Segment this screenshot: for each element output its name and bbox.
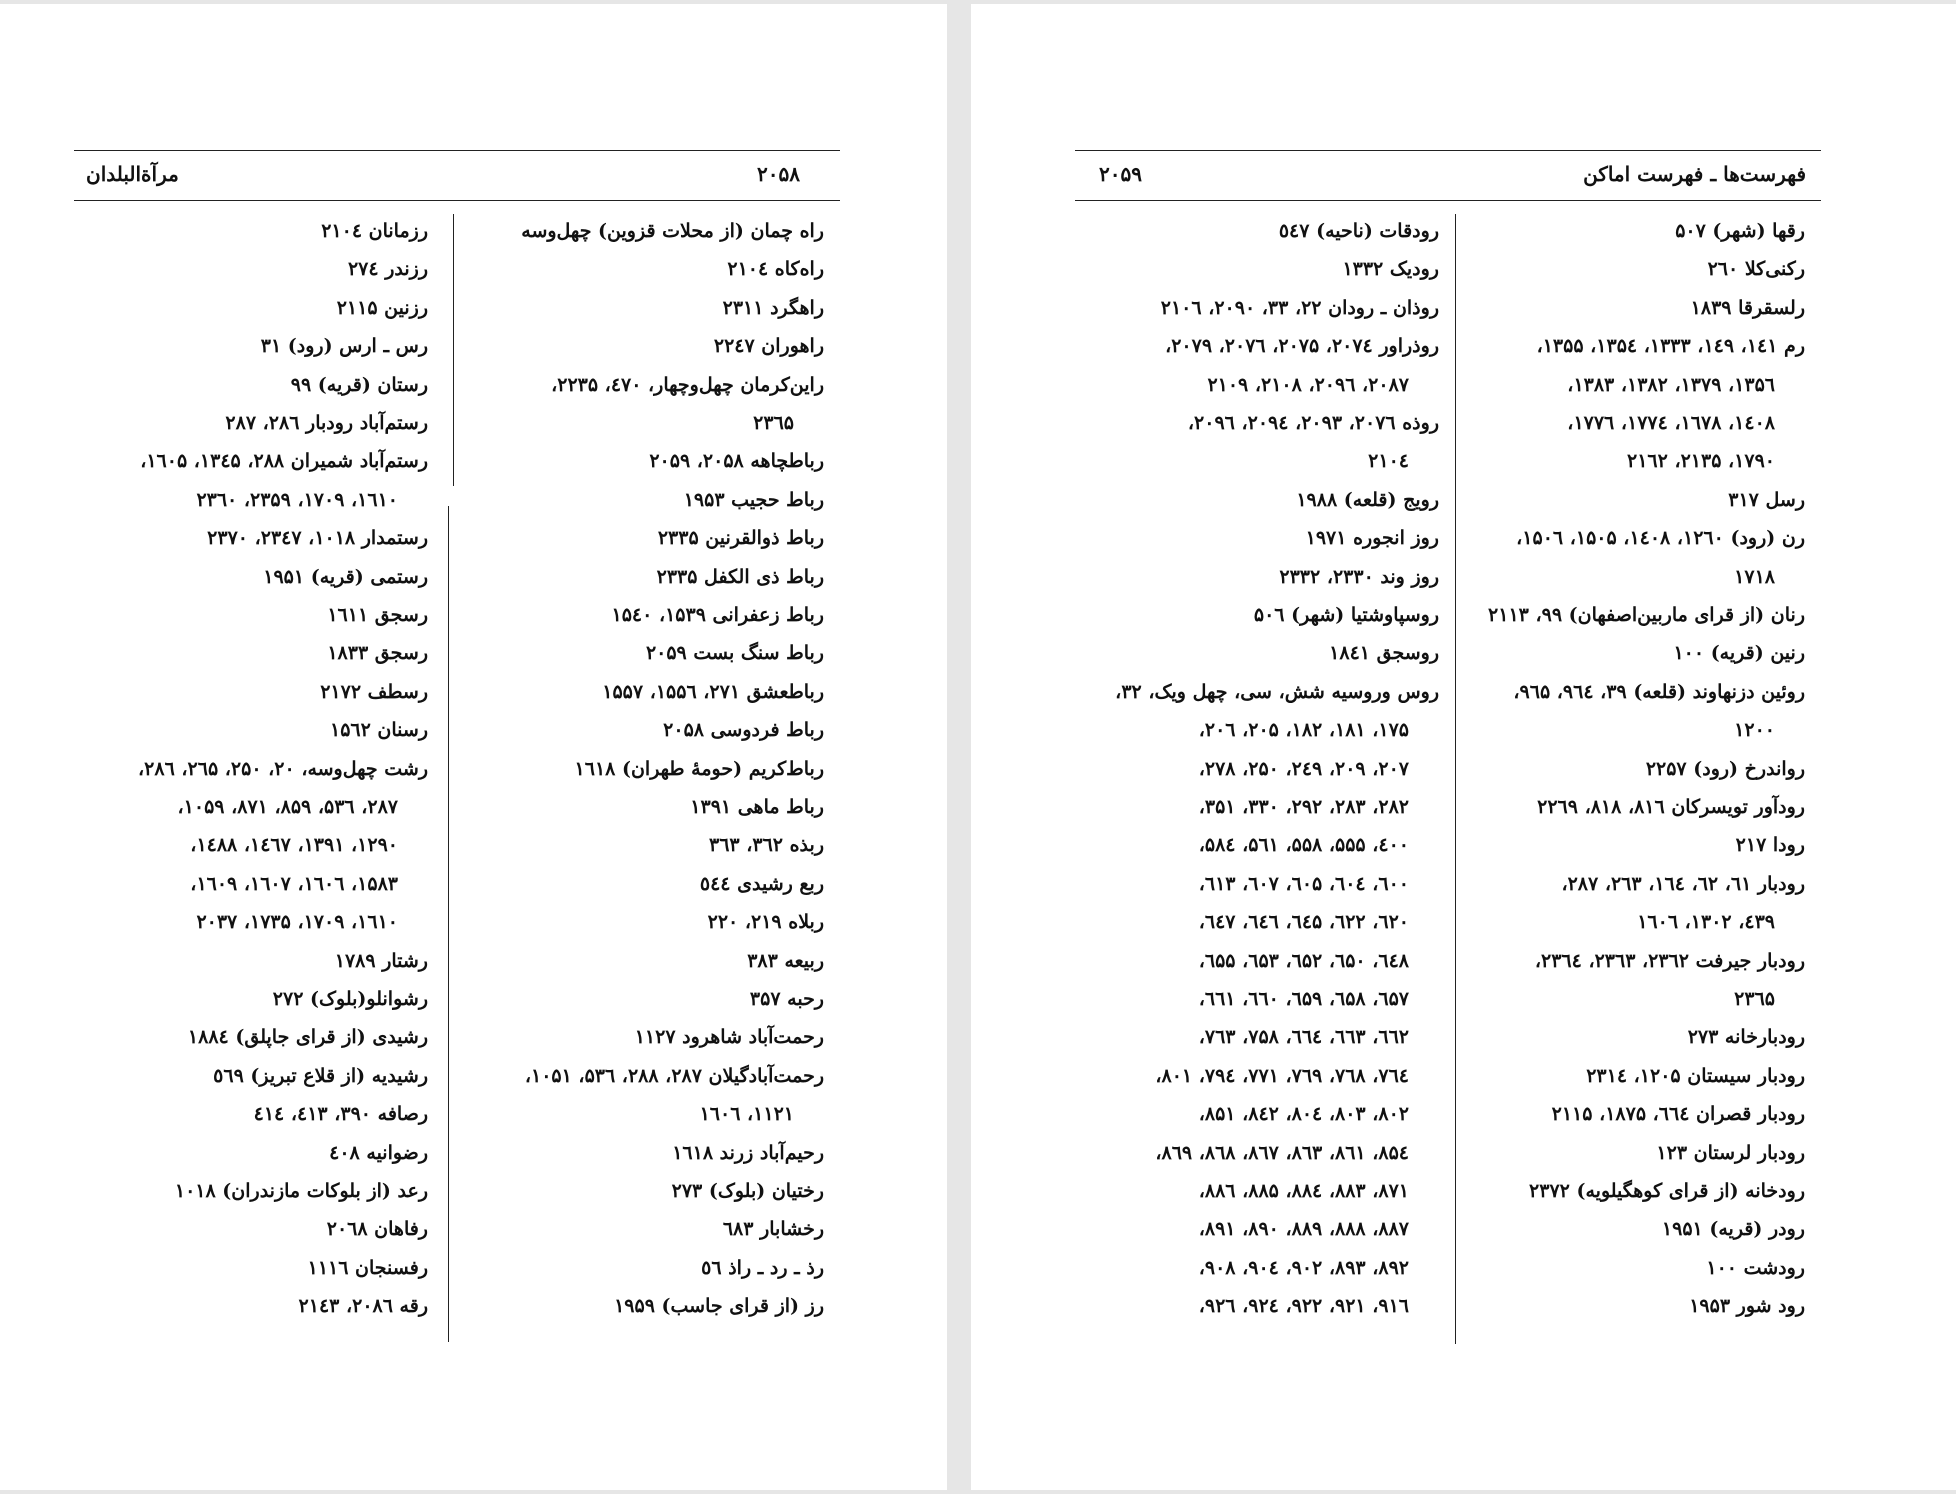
page-number: ۲۰۵۸ (757, 162, 800, 186)
index-entry (1465, 634, 1805, 672)
index-entry (460, 673, 824, 711)
index-entry-text: رباط فردوسی ۲۰۵۸ (663, 719, 824, 742)
index-entry-text: روسپاوشتیا (شهر) ۵۰٦ (1253, 604, 1439, 626)
index-entry-text: ۱۲۰۰ (1734, 719, 1775, 742)
index-entry (1071, 596, 1439, 634)
index-entry-text: رز (از قرای جاسب) ۱۹۵۹ (614, 1295, 824, 1318)
index-entry (74, 519, 428, 557)
index-entry (1465, 1249, 1805, 1287)
index-entry-continuation (1071, 1287, 1409, 1325)
index-entry-text: ربلاه ۲۱۹، ۲۲۰ (707, 911, 824, 934)
right-page-left-column (1071, 212, 1439, 1352)
index-entry-text: ربع رشیدی ٥٤٤ (699, 872, 824, 895)
left-page-right-column (460, 212, 824, 1352)
index-entry-text: رودر (قریه) ۱۹۵۱ (1661, 1218, 1805, 1241)
index-entry (1465, 1057, 1805, 1095)
index-entry (74, 1172, 428, 1210)
index-entry (74, 596, 428, 634)
index-entry-text: ۱۲۹۰، ۱۳۹۱، ۱٤٦۷، ۱٤۸۸، (190, 834, 398, 857)
index-entry-text: رسنان ۱۵٦۲ (329, 719, 428, 742)
index-entry-continuation (1071, 711, 1409, 749)
index-entry-continuation (460, 404, 794, 442)
index-entry (460, 865, 824, 903)
index-entry-text: روز انجوره ۱۹۷۱ (1305, 527, 1439, 550)
index-entry-text: ۱۳۵٦، ۱۳۷۹، ۱۳۸۲، ۱۳۸۳، (1567, 373, 1775, 396)
index-entry-text: رم ۱٤۱، ۱٤۹، ۱۳۳۳، ۱۳۵٤، ۱۳۵۵، (1536, 335, 1805, 358)
index-entry-text: رباط‌کریم (حومهٔ طهران) ۱٦۱۸ (574, 757, 824, 780)
index-entry (74, 942, 428, 980)
index-entry-text: رودشت ۱۰۰ (1706, 1256, 1805, 1279)
index-entry-text: رسطف ۲۱۷۲ (320, 680, 428, 703)
index-entry-text: روذراور ۲۰۷٤، ۲۰۷۵، ۲۰۷٦، ۲۰۷۹، (1165, 335, 1439, 358)
index-entry (1071, 558, 1439, 596)
index-entry (460, 788, 824, 826)
index-entry (74, 289, 428, 327)
index-entry (460, 1287, 824, 1325)
index-entry-text: رشتار ۱۷۸۹ (334, 949, 428, 972)
left-page-left-column (74, 212, 428, 1352)
index-entry-text: رحمت‌آباد شاهرود ۱۱۲۷ (634, 1026, 824, 1049)
index-entry (74, 980, 428, 1018)
index-entry-text: رنین (قریه) ۱۰۰ (1673, 642, 1805, 665)
index-entry-text: رستم‌آباد رودبار ۲۸٦، ۲۸۷ (225, 412, 428, 434)
index-entry-text: رودبار ٦۱، ٦۲، ۱٦٤، ۲٦۳، ۲۸۷، (1561, 872, 1805, 895)
index-entry-text: رودبار لرستان ۱۲۳ (1656, 1141, 1805, 1164)
section-title: فهرست‌ها ـ فهرست اماکن (1583, 162, 1806, 186)
index-entry-text: ۱۷۱۸ (1734, 565, 1775, 588)
index-entry-text: روئین دزنهاوند (قلعه) ۳۹، ۹٦٤، ۹٦۵، (1513, 680, 1805, 703)
index-entry (74, 1210, 428, 1248)
index-entry-continuation (1465, 980, 1775, 1018)
index-entry-text: راهوران ۲۲٤۷ (713, 335, 824, 358)
index-entry-text: ۸۵٤، ۸٦۱، ۸٦۳، ۸٦۷، ۸٦۸، ۸٦۹، (1155, 1141, 1409, 1164)
index-entry (1071, 250, 1439, 288)
index-entry (460, 481, 824, 519)
index-entry (1465, 481, 1805, 519)
index-entry-text: رزندر ۲۷٤ (347, 258, 428, 281)
index-entry (74, 750, 428, 788)
index-entry-text: رحمت‌آبادگیلان ۲۸۷، ۲۸۸، ۵۳٦، ۱۰۵۱، (524, 1064, 824, 1087)
index-entry-continuation (1465, 404, 1775, 442)
index-entry-text: رودقات (ناحیه) ٥٤۷ (1278, 220, 1439, 242)
index-entry (74, 711, 428, 749)
index-entry-continuation (1071, 980, 1409, 1018)
index-entry-text: ۱۷۵، ۱۸۱، ۱۸۲، ۲۰۵، ۲۰٦، (1198, 719, 1409, 742)
index-entry-text: رویج (قلعه) ۱۹۸۸ (1296, 488, 1439, 511)
index-entry-continuation (460, 1095, 794, 1133)
index-entry (74, 1134, 428, 1172)
index-entry (74, 1057, 428, 1095)
index-entry (460, 1172, 824, 1210)
index-entry-text: ٦٤۸، ٦۵۰، ٦۵۲، ٦۵۳، ٦۵۵، (1198, 949, 1409, 972)
index-entry (460, 980, 824, 1018)
index-entry-text: رشیدی (از قرای جاپلق) ۱۸۸٤ (187, 1026, 428, 1049)
index-entry (460, 596, 824, 634)
index-entry-continuation (1465, 903, 1775, 941)
index-entry (1465, 1172, 1805, 1210)
left-page (0, 4, 947, 1490)
index-entry (460, 1057, 824, 1095)
index-entry-text: ٤۳۹، ۱۳۰۲، ۱٦۰٦ (1637, 911, 1775, 934)
index-entry-text: رشوانلو(بلوک) ۲۷۲ (272, 988, 428, 1010)
index-entry-text: رودبار قصران ٦٦٤، ۱۸۷۵، ۲۱۱۵ (1551, 1103, 1805, 1126)
index-entry-text: ۸۷۱، ۸۸۳، ۸۸٤، ۸۸۵، ۸۸٦، (1198, 1180, 1409, 1202)
index-entry (460, 558, 824, 596)
index-entry-continuation (74, 788, 398, 826)
index-entry (1071, 634, 1439, 672)
index-entry-text: رختیان (بلوک) ۲۷۳ (671, 1180, 824, 1202)
index-entry (1465, 788, 1805, 826)
index-entry-text: ۲۸۷، ۵۳٦، ۸۵۹، ۸۷۱، ۱۰۵۹، (177, 796, 398, 818)
index-entry-continuation (1071, 1134, 1409, 1172)
header-bottom-rule (1075, 200, 1821, 201)
index-entry-text: ٤۰۰، ۵۵۵، ۵۵۸، ۵٦۱، ۵۸٤، (1198, 834, 1409, 857)
index-entry (1465, 826, 1805, 864)
index-entry (460, 1018, 824, 1056)
index-entry-continuation (1071, 1018, 1409, 1056)
index-entry-text: ۷٦٤، ۷٦۸، ۷٦۹، ۷۷۱، ۷۹٤، ۸۰۱، (1155, 1064, 1409, 1087)
index-entry-text: ۱۷۹۰، ۲۱۳۵، ۲۱٦۲ (1627, 450, 1775, 473)
index-entry-text: رباط ماهی ۱۳۹۱ (690, 796, 824, 818)
index-entry-text: رصافه ۳۹۰، ٤۱۳، ٤۱٤ (253, 1103, 428, 1126)
index-entry (460, 1249, 824, 1287)
index-entry (74, 1018, 428, 1056)
index-entry (74, 634, 428, 672)
index-entry (460, 366, 824, 404)
index-entry (1465, 673, 1805, 711)
index-entry (460, 289, 824, 327)
index-entry (1465, 596, 1805, 634)
index-entry-text: ۲۰۷، ۲۰۹، ۲٤۹، ۲۵۰، ۲۷۸، (1198, 757, 1409, 780)
index-entry-text: رفسنجان ۱۱۱٦ (307, 1256, 428, 1279)
index-entry-continuation (1465, 366, 1775, 404)
right-page-right-column (1465, 212, 1805, 1352)
index-entry (1465, 1210, 1805, 1248)
index-entry-continuation (1071, 1172, 1409, 1210)
index-entry-text: ۱٦۱۰، ۱۷۰۹، ۱۷۳۵، ۲۰۳۷ (196, 911, 398, 934)
index-entry-continuation (1071, 1057, 1409, 1095)
index-entry (74, 212, 428, 250)
index-entry-text: رودبارخانه ۲۷۳ (1687, 1026, 1805, 1049)
index-entry (1465, 250, 1805, 288)
index-entry-text: رحیم‌آباد زرند ۱٦۱۸ (672, 1141, 824, 1164)
index-entry (74, 327, 428, 365)
index-entry-text: رقه ۲۰۸٦، ۲۱٤۳ (298, 1295, 428, 1318)
page-number: ۲۰۵۹ (1099, 162, 1142, 186)
index-entry-text: رفاهان ۲۰٦۸ (326, 1218, 428, 1241)
index-entry-continuation (74, 865, 398, 903)
index-entry-text: ۲۳٦۵ (1734, 988, 1775, 1010)
index-entry (74, 366, 428, 404)
index-entry-continuation (1071, 442, 1409, 480)
index-entry-text: رس ـ ارس (رود) ۳۱ (260, 335, 428, 358)
index-entry (460, 711, 824, 749)
index-entry-continuation (74, 826, 398, 864)
index-entry-continuation (1071, 1249, 1409, 1287)
index-entry (1465, 1134, 1805, 1172)
index-entry (1071, 212, 1439, 250)
index-entry (74, 442, 428, 480)
index-entry-text: رستمی (قریه) ۱۹۵۱ (263, 565, 428, 588)
index-entry-continuation (1465, 442, 1775, 480)
index-entry-text: روز وند ۲۳۳۰، ۲۳۳۲ (1279, 565, 1439, 588)
index-entry-text: ٦۵۷، ٦۵۸، ٦۵۹، ٦٦۰، ٦٦۱، (1198, 988, 1409, 1010)
index-entry-text: رضوانیه ٤۰۸ (329, 1141, 428, 1164)
index-entry-text: ۸۸۷، ۸۸۸، ۸۸۹، ۸۹۰، ۸۹۱، (1198, 1218, 1409, 1241)
index-entry (74, 1095, 428, 1133)
index-entry-continuation (1071, 788, 1409, 826)
index-entry-text: ۲۸۲، ۲۸۳، ۲۹۲، ۳۳۰، ۳۵۱، (1198, 796, 1409, 818)
index-entry-text: رشت چهل‌وسه، ۲۰، ۲۵۰، ۲٦۵، ۲۸٦، (138, 757, 428, 780)
index-entry (74, 404, 428, 442)
index-entry-continuation (1071, 942, 1409, 980)
index-entry-text: رود شور ۱۹۵۳ (1689, 1295, 1805, 1318)
index-entry-text: ۹۱٦، ۹۲۱، ۹۲۲، ۹۲٤، ۹۲٦، (1198, 1295, 1409, 1318)
index-entry (1465, 1095, 1805, 1133)
book-title: مرآة‌البلدان (86, 162, 179, 186)
index-entry-text: رنان (از قرای ماربین‌اصفهان) ۹۹، ۲۱۱۳ (1488, 604, 1805, 626)
index-entry-text: رسجق ۱٦۱۱ (327, 604, 428, 626)
index-entry (1465, 327, 1805, 365)
index-entry-text: رودبار سیستان ۱۲۰۵، ۲۳۱٤ (1586, 1064, 1805, 1087)
index-entry-text: رباط سنگ بست ۲۰۵۹ (645, 642, 824, 665)
index-entry-text: رستان (قریه) ۹۹ (290, 373, 428, 396)
index-entry (1071, 519, 1439, 557)
index-entry-continuation (1071, 1210, 1409, 1248)
header-bottom-rule (74, 200, 840, 201)
index-entry-text: ۲۰۸۷، ۲۰۹٦، ۲۱۰۸، ۲۱۰۹ (1207, 373, 1409, 396)
index-entry (460, 634, 824, 672)
index-entry (460, 212, 824, 250)
index-entry-continuation (74, 903, 398, 941)
index-entry-text: رباط زعفرانی ۱۵۳۹، ۱۵٤۰ (611, 604, 824, 626)
index-entry-text: رودا ۲۱۷ (1735, 834, 1805, 857)
index-entry-text: رعد (از بلوکات مازندران) ۱۰۱۸ (174, 1180, 428, 1202)
index-entry (1465, 1287, 1805, 1325)
index-entry-text: ۱۱۲۱، ۱٦۰٦ (699, 1103, 794, 1126)
index-entry-text: رلسقرقا ۱۸۳۹ (1690, 296, 1805, 319)
index-entry (74, 1249, 428, 1287)
index-entry-text: رزمانان ۲۱۰٤ (321, 220, 428, 242)
index-entry-text: رودخانه (از قرای کوهگیلویه) ۲۳۷۲ (1529, 1180, 1805, 1202)
index-entry (74, 558, 428, 596)
index-entry (460, 250, 824, 288)
index-entry (74, 250, 428, 288)
index-entry (460, 903, 824, 941)
index-entry-text: رودیک ۱۳۳۲ (1342, 258, 1439, 281)
index-entry-text: ٦٦۲، ٦٦۳، ٦٦٤، ۷۵۸، ۷٦۳، (1198, 1026, 1409, 1049)
index-entry-continuation (1071, 750, 1409, 788)
header-top-rule (74, 150, 840, 151)
index-entry (460, 750, 824, 788)
column-divider-upper (453, 214, 454, 486)
right-page (971, 4, 1956, 1490)
index-entry (1465, 212, 1805, 250)
index-entry (460, 442, 824, 480)
index-entry-text: رودآور تویسرکان ۸۱٦، ۸۱۸، ۲۲٦۹ (1537, 796, 1805, 818)
index-entry-text: راین‌کرمان چهل‌وچهار، ٤٧٠، ۲۲۳۵، (551, 373, 824, 396)
index-entry (1071, 289, 1439, 327)
index-entry-text: ۸۹۲، ۸۹۳، ۹۰۲، ۹۰٤، ۹۰۸، (1198, 1256, 1409, 1279)
index-entry-text: راه چمان (از محلات قزوین) چهل‌وسه (521, 220, 824, 242)
index-entry-text: ۱٦۱۰، ۱۷۰۹، ۲۳۵۹، ۲۳٦۰ (196, 488, 398, 511)
index-entry-text: ۲۳٦۵ (753, 412, 794, 434)
index-entry-text: راهگرد ۲۳۱۱ (722, 296, 824, 319)
index-entry-text: رباط حجیب ۱۹۵۳ (683, 488, 824, 511)
index-entry-text: رباطچاهه ۲۰۵۸، ۲۰۵۹ (649, 450, 824, 473)
index-entry-continuation (1071, 1095, 1409, 1133)
index-entry (1465, 289, 1805, 327)
index-entry-continuation (1071, 903, 1409, 941)
index-entry-text: ۸۰۲، ۸۰۳، ۸۰٤، ۸٤۲، ۸۵۱، (1198, 1103, 1409, 1126)
index-entry (1465, 942, 1805, 980)
index-entry-text: رسل ۳۱۷ (1728, 488, 1805, 511)
index-entry-text: رخشابار ٦۸۳ (722, 1218, 824, 1241)
index-entry-text: ۱٤۰۸، ۱٦۷۸، ۱۷۷٤، ۱۷۷٦، (1567, 412, 1775, 434)
index-entry-text: رواندرخ (رود) ۲۲۵۷ (1645, 757, 1805, 780)
index-entry-continuation (1071, 366, 1409, 404)
index-entry-text: رباط ذوالقرنین ۲۳۳۵ (657, 527, 824, 550)
index-entry-text: روذان ـ رودان ۲۲، ۳۳، ۲۰۹۰، ۲۱۰٦ (1160, 296, 1439, 319)
index-entry (460, 942, 824, 980)
index-entry-continuation (1071, 865, 1409, 903)
index-entry (1071, 481, 1439, 519)
index-entry-continuation (74, 481, 398, 519)
column-divider (1455, 214, 1456, 1344)
index-entry (1465, 1018, 1805, 1056)
index-entry (1071, 673, 1439, 711)
index-entry (460, 519, 824, 557)
index-entry-text: رن (رود) ۱۲٦۰، ۱٤۰۸، ۱۵۰۵، ۱۵۰٦، (1516, 527, 1805, 550)
header-top-rule (1075, 150, 1821, 151)
index-entry-text: رودبار جیرفت ۲۳٦۲، ۲۳٦۳، ۲۳٦٤، (1534, 949, 1805, 972)
index-entry (74, 1287, 428, 1325)
index-entry (460, 1134, 824, 1172)
index-entry-text: ٦۲۰، ٦۲۲، ٦٤۵، ٦٤٦، ٦٤۷، (1198, 911, 1409, 934)
index-entry (1071, 404, 1439, 442)
index-entry-text: رذ ـ رد ـ راذ ٥٦ (701, 1256, 824, 1279)
index-entry (460, 327, 824, 365)
index-entry (1465, 865, 1805, 903)
index-entry-continuation (1465, 711, 1775, 749)
index-entry-text: رباط ذی الکفل ۲۳۳۵ (656, 565, 824, 588)
index-entry-text: رستم‌آباد شمیران ۲۸۸، ۱۳٤۵، ۱٦۰۵، (140, 450, 428, 473)
column-divider-lower (448, 506, 449, 1342)
index-entry-continuation (1071, 826, 1409, 864)
index-entry-text: رحبه ۳۵۷ (749, 988, 824, 1010)
index-entry-text: رشیدیه (از قلاع تبریز) ٥٦۹ (213, 1064, 428, 1087)
index-entry (1071, 327, 1439, 365)
index-entry-text: رباطعشق ۲۷۱، ۱۵۵٦، ۱۵۵۷ (602, 680, 824, 703)
index-entry (460, 1210, 824, 1248)
index-entry-text: ۱۵۸۳، ۱٦۰٦، ۱٦۰۷، ۱٦۰۹، (190, 872, 398, 895)
index-entry-continuation (1465, 558, 1775, 596)
index-entry-text: راه‌کاه ۲۱۰٤ (727, 258, 824, 281)
index-entry-text: ربذه ۳٦۲، ۳٦۳ (708, 834, 824, 857)
index-entry-text: روسجق ۱۸٤۱ (1329, 642, 1439, 665)
index-entry-text: ٦۰۰، ٦۰٤، ٦۰۵، ٦۰۷، ٦۱۳، (1198, 872, 1409, 895)
index-entry-text: رکنی‌کلا ۲٦۰ (1707, 258, 1805, 281)
index-entry-text: ربیعه ۳۸۳ (747, 949, 824, 972)
index-entry-text: روذه ۲۰۷٦، ۲۰۹۳، ۲۰۹٤، ۲۰۹٦، (1187, 412, 1439, 434)
index-entry (74, 673, 428, 711)
index-entry (1465, 519, 1805, 557)
index-entry-text: رسجق ۱۸۳۳ (327, 642, 428, 665)
index-entry (1465, 750, 1805, 788)
index-entry-text: روس وروسیه شش، سی، چهل ویک، ۳۲، (1115, 680, 1439, 703)
index-entry-text: رزنین ۲۱۱۵ (336, 296, 428, 319)
index-entry-text: رقها (شهر) ۵۰۷ (1675, 220, 1805, 242)
index-entry (460, 826, 824, 864)
index-entry-text: ۲۱۰٤ (1368, 450, 1409, 473)
index-entry-text: رستمدار ۱۰۱۸، ۲۳٤۷، ۲۳۷۰ (207, 527, 428, 550)
